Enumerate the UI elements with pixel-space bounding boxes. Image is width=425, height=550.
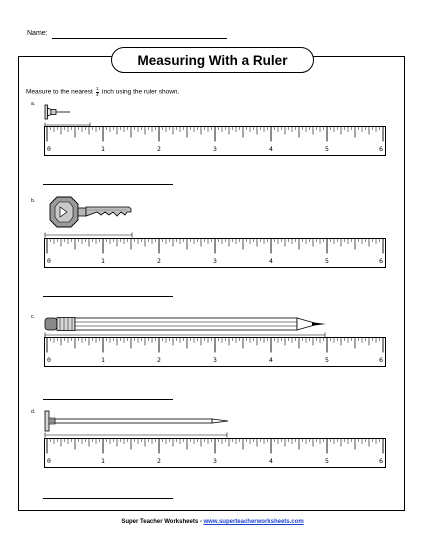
ruler-number: 6 [379, 145, 383, 153]
ruler-a [44, 126, 386, 156]
item-b-answer-line[interactable] [43, 296, 173, 297]
ruler-b [44, 238, 386, 268]
ruler-number: 3 [213, 356, 217, 364]
pencil-icon [44, 316, 329, 332]
ruler-number: 1 [101, 257, 105, 265]
ruler-number: 3 [213, 457, 217, 465]
fraction-numerator: 1 [96, 86, 99, 91]
item-c-answer-line[interactable] [43, 399, 173, 400]
worksheet-title-text: Measuring With a Ruler [137, 52, 288, 68]
footer [0, 519, 425, 525]
name-answer-line[interactable] [52, 38, 227, 39]
ruler-number: 4 [269, 257, 273, 265]
ruler-number: 6 [379, 257, 383, 265]
ruler-number: 2 [157, 356, 161, 364]
quarter-fraction [96, 87, 100, 97]
ruler-number: 5 [325, 457, 329, 465]
ruler-number: 4 [269, 457, 273, 465]
key-icon [47, 194, 133, 230]
ruler-number: 2 [157, 457, 161, 465]
ruler-number: 0 [47, 457, 51, 465]
ruler-number: 0 [47, 356, 51, 364]
item-b-label: b. [31, 198, 36, 204]
fraction-denominator: 4 [96, 91, 99, 97]
ruler-number: 5 [325, 257, 329, 265]
item-a-answer-line[interactable] [43, 184, 173, 185]
footer-brand: Super Teacher Worksheets [121, 519, 199, 525]
ruler-number: 5 [325, 356, 329, 364]
ruler-number: 4 [269, 145, 273, 153]
worksheet-title [111, 47, 314, 73]
item-c-label: c. [31, 314, 35, 320]
footer-link[interactable]: www.superteacherworksheets.com [203, 519, 304, 525]
instructions [26, 87, 179, 97]
ruler-number: 4 [269, 356, 273, 364]
ruler-d [44, 438, 386, 468]
ruler-number: 2 [157, 145, 161, 153]
ruler-number: 3 [213, 145, 217, 153]
item-d-label: d. [31, 409, 36, 415]
ruler-number: 1 [101, 457, 105, 465]
instructions-before: Measure to the nearest [26, 88, 93, 96]
ruler-c [44, 337, 386, 367]
item-a-label: a. [31, 101, 36, 107]
push-pin-icon [44, 104, 72, 120]
ruler-number: 1 [101, 145, 105, 153]
nail-icon [44, 410, 234, 432]
ruler-number: 3 [213, 257, 217, 265]
ruler-number: 6 [379, 457, 383, 465]
ruler-number: 0 [47, 257, 51, 265]
footer-separator: - [198, 519, 204, 525]
name-label: Name: [27, 30, 48, 37]
ruler-number: 1 [101, 356, 105, 364]
item-d-answer-line[interactable] [43, 498, 173, 499]
ruler-number: 5 [325, 145, 329, 153]
instructions-after: inch using the ruler shown. [102, 88, 180, 96]
ruler-number: 2 [157, 257, 161, 265]
ruler-number: 6 [379, 356, 383, 364]
ruler-number: 0 [47, 145, 51, 153]
